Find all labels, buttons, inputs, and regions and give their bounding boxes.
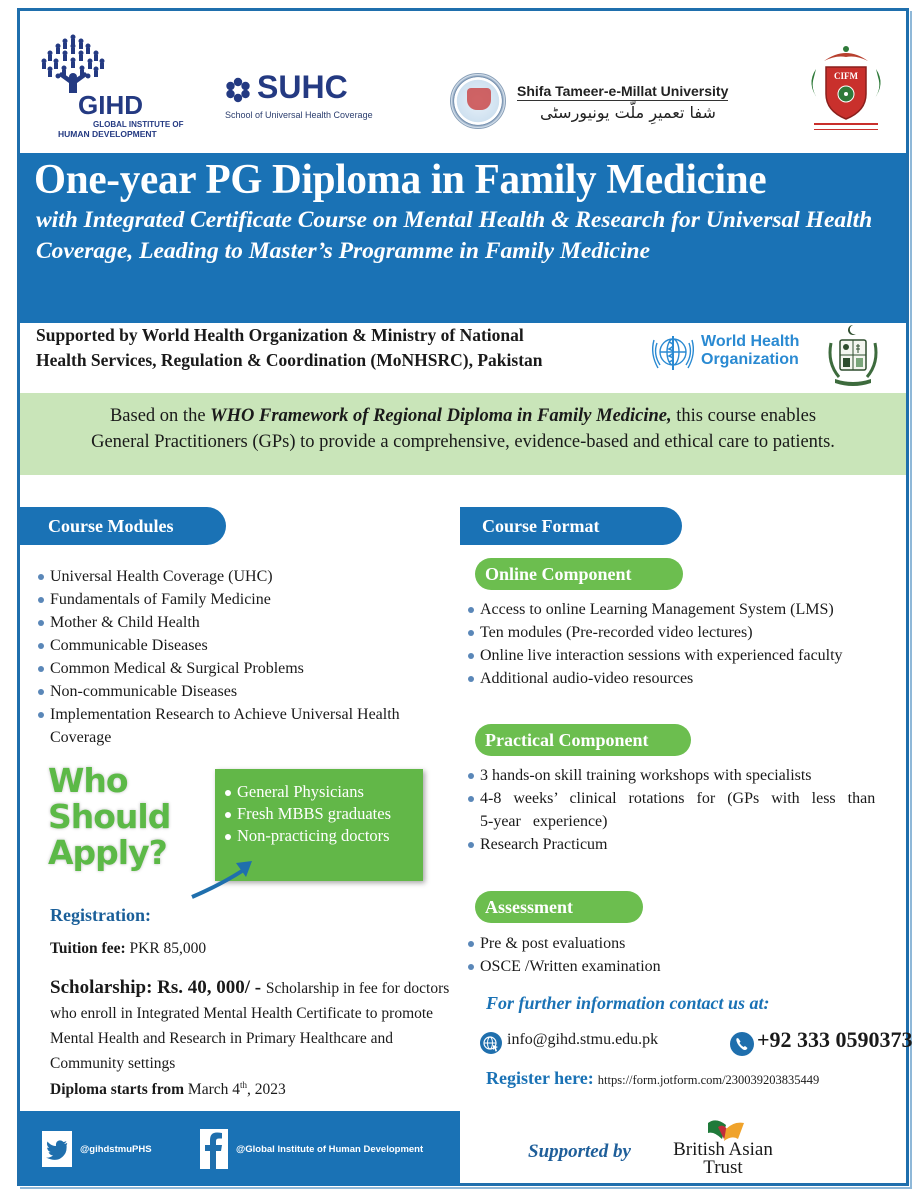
suhc-name: SUHC bbox=[257, 69, 348, 105]
arrow-icon bbox=[190, 831, 270, 911]
list-item: Implementation Research to Achieve Universal Health Coverage bbox=[38, 703, 408, 749]
practical-component-list bbox=[468, 764, 894, 856]
supported-by-label: Supported by bbox=[528, 1141, 631, 1162]
social-footer bbox=[20, 1111, 460, 1186]
british-asian-trust-logo bbox=[668, 1123, 788, 1183]
support-statement bbox=[36, 323, 676, 373]
people-tree-icon bbox=[38, 33, 108, 93]
cifm-crest-icon bbox=[796, 39, 896, 139]
list-item: Ten modules (Pre-recorded video lectures) bbox=[468, 621, 898, 644]
list-item: Universal Health Coverage (UHC) bbox=[38, 565, 458, 588]
list-item: Access to online Learning Management System (LMS) bbox=[468, 598, 898, 621]
list-item: Fundamentals of Family Medicine bbox=[38, 588, 458, 611]
who-emblem-icon bbox=[648, 330, 698, 376]
globe-mail-icon bbox=[480, 1032, 502, 1054]
register-label: Register here: bbox=[486, 1068, 594, 1088]
logo-row bbox=[20, 11, 906, 151]
list-item: 3 hands-on skill training workshops with specialists bbox=[468, 764, 894, 787]
online-component-list bbox=[468, 598, 898, 690]
list-item: General Physicians bbox=[225, 781, 420, 803]
diploma-start-date: Diploma starts from March 4th, 2023 bbox=[50, 1080, 286, 1099]
list-item: Research Practicum bbox=[468, 833, 894, 856]
phone-number[interactable]: +92 333 0590373 bbox=[757, 1027, 913, 1052]
twitter-icon[interactable] bbox=[42, 1131, 72, 1167]
stmu-logo bbox=[450, 73, 750, 143]
who-framework-emphasis: WHO Framework of Regional Diploma in Family Medicine, bbox=[210, 406, 672, 426]
course-format-heading: Course Format bbox=[460, 507, 682, 545]
contact-heading: For further information contact us at: bbox=[486, 993, 770, 1013]
title-banner bbox=[20, 153, 906, 323]
list-item: Mother & Child Health bbox=[38, 611, 458, 634]
support-line-2: Health Services, Regulation & Coordination (MoNHSRC), Pakistan bbox=[36, 350, 543, 370]
list-item: Communicable Diseases bbox=[38, 634, 458, 657]
scholarship-amount: Scholarship: Rs. 40, 000/ - bbox=[50, 977, 266, 998]
stmu-name-english: Shifa Tameer-e-Millat University bbox=[517, 83, 729, 99]
list-item: 4-8 weeks’ clinical rotations for (GPs with less than 5-year experience) bbox=[468, 787, 894, 833]
course-modules-list bbox=[38, 565, 458, 749]
tuition-fee: Tuition fee: PKR 85,000 bbox=[50, 940, 207, 957]
gihd-name: GIHD bbox=[78, 90, 143, 120]
practical-component-heading: Practical Component bbox=[475, 724, 691, 756]
intro-banner bbox=[20, 393, 906, 475]
who-wordmark: World Health Organization bbox=[701, 333, 800, 368]
gihd-subtitle-1: GLOBAL INSTITUTE OF bbox=[93, 120, 184, 129]
list-item: Fresh MBBS graduates bbox=[225, 803, 420, 825]
who-logo bbox=[648, 328, 808, 384]
registration-heading: Registration: bbox=[50, 905, 151, 925]
cifm-logo bbox=[796, 39, 896, 139]
page-subtitle: with Integrated Certificate Course on Mental Health & Research for Universal Health Coverage, Leading to Master’s Programme in Family Medicine bbox=[36, 207, 873, 264]
flyer bbox=[17, 8, 913, 1186]
stmu-name-urdu: شفا تعمیرِ ملّت یونیورسٹی bbox=[540, 103, 716, 122]
facebook-handle[interactable]: @Global Institute of Human Development bbox=[236, 1144, 424, 1155]
bat-wordmark: British Asian Trust bbox=[673, 1139, 773, 1178]
who-should-apply-heading: Who Should Apply? bbox=[48, 761, 171, 872]
course-modules-heading: Course Modules bbox=[20, 507, 226, 545]
phone-icon bbox=[730, 1032, 754, 1056]
stmu-seal-icon bbox=[450, 73, 506, 129]
list-item: Non-communicable Diseases bbox=[38, 680, 458, 703]
register-url[interactable]: https://form.jotform.com/230039203835449 bbox=[597, 1073, 820, 1087]
support-line-1: Supported by World Health Organization & Ministry of National bbox=[36, 325, 524, 345]
flower-icon bbox=[225, 77, 251, 103]
assessment-list bbox=[468, 932, 894, 978]
suhc-subtitle: School of Universal Health Coverage bbox=[225, 110, 373, 120]
list-item: Online live interaction sessions with experienced faculty bbox=[468, 644, 898, 667]
facebook-icon[interactable] bbox=[200, 1129, 228, 1169]
svg-text:CIFM: CIFM bbox=[834, 71, 858, 81]
online-component-heading: Online Component bbox=[475, 558, 683, 590]
gihd-subtitle-2: HUMAN DEVELOPMENT bbox=[58, 129, 157, 139]
page-title: One-year PG Diploma in Family Medicine bbox=[34, 157, 767, 203]
pakistan-emblem-icon bbox=[823, 323, 883, 387]
intro-text: Based on the WHO Framework of Regional Diploma in Family Medicine, this course enables General Practitioners (GPs) to provide a comprehensive, evidence-based and ethical care to patients. bbox=[91, 406, 835, 452]
list-item: Common Medical & Surgical Problems bbox=[38, 657, 458, 680]
twitter-handle[interactable]: @gihdstmuPHS bbox=[80, 1144, 152, 1155]
list-item: OSCE /Written examination bbox=[468, 955, 894, 978]
list-item: Additional audio-video resources bbox=[468, 667, 898, 690]
email-link[interactable]: info@gihd.stmu.edu.pk bbox=[507, 1031, 659, 1048]
list-item: Pre & post evaluations bbox=[468, 932, 894, 955]
assessment-heading: Assessment bbox=[475, 891, 643, 923]
gihd-logo bbox=[38, 33, 184, 139]
scholarship-info: Scholarship: Rs. 40, 000/ - Scholarship in fee for doctors who enroll in Integrated Mental Health Certificate to promote Mental Health and Research in Primary Healthcare and Community settings bbox=[50, 977, 450, 1072]
list-item: Non-practicing doctors bbox=[225, 825, 420, 847]
suhc-logo bbox=[225, 69, 395, 133]
register-link-row bbox=[486, 1068, 819, 1089]
